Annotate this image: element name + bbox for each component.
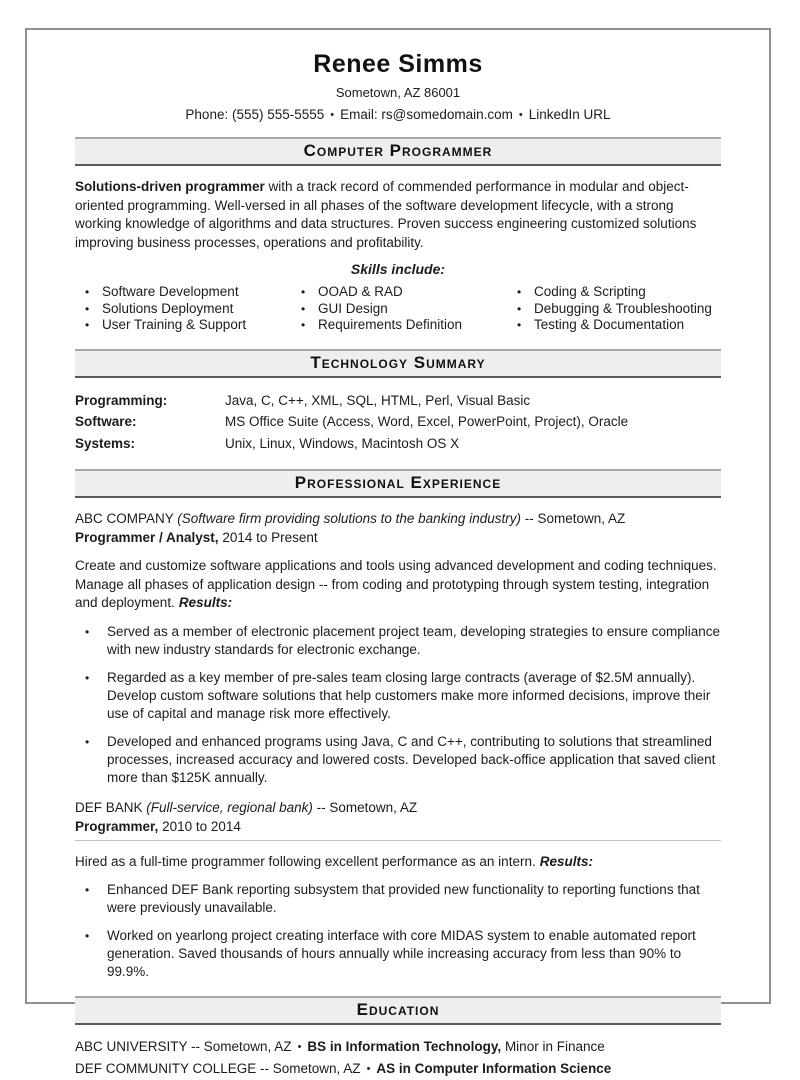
job-entry-abc-company <box>75 511 721 787</box>
skills-column-1 <box>85 284 301 334</box>
education-entry <box>75 1058 721 1080</box>
bullet-icon: • <box>85 734 90 749</box>
school-name: ABC UNIVERSITY -- Sometown, AZ <box>75 1039 292 1054</box>
company-name: ABC COMPANY <box>75 511 174 526</box>
job-bullet <box>85 733 721 787</box>
tech-value: Java, C, C++, XML, SQL, HTML, Perl, Visual Basic <box>225 392 531 408</box>
section-header-technology-summary: Technology Summary <box>75 349 721 378</box>
company-descriptor: (Software firm providing solutions to the banking industry) <box>177 511 521 526</box>
tech-label: Systems: <box>75 435 136 451</box>
job-bullet-text: Worked on yearlong project creating interface with core MIDAS system to enable automated report generation. Saved thousands of hours annually while increasing accuracy from less than 90% to 99.9%. <box>107 928 696 979</box>
bullet-icon: • <box>85 670 90 685</box>
summary-lead: Solutions-driven programmer <box>75 179 265 194</box>
tech-label: Software: <box>75 414 137 429</box>
skill-item <box>85 317 301 334</box>
skill-label: Requirements Definition <box>318 317 463 332</box>
bullet-separator-icon: • <box>330 109 335 121</box>
skill-item <box>85 284 301 301</box>
job-bullet <box>85 623 721 659</box>
skill-label: Testing & Documentation <box>534 317 685 332</box>
skill-item <box>301 301 517 318</box>
job-summary-text: Create and customize software applications and tools using advanced development and coding techniques. Manage all phases of application design -- from coding and prototyping through system testing, integration and deployment. <box>75 558 717 610</box>
job-bullet <box>85 881 721 917</box>
bullet-icon: • <box>85 883 90 897</box>
summary-body: with a track record of commended performance in modular and object-oriented programming. Well-versed in all phases of the software development lifecycle, with a strong working knowledge of algorithms and data structures. Proven success engineering customized solutions improving business processes, operations and profitability. <box>75 179 697 250</box>
bullet-icon: • <box>517 318 522 332</box>
bullet-icon: • <box>85 301 90 316</box>
skill-item <box>301 284 517 301</box>
job-entry-def-bank <box>75 800 721 982</box>
education-entry <box>75 1036 721 1058</box>
bullet-icon: • <box>85 318 90 332</box>
bullet-icon: • <box>301 301 306 316</box>
skill-label: Coding & Scripting <box>534 284 646 299</box>
education-list <box>75 1036 721 1080</box>
contact-line <box>75 107 721 122</box>
resume-page-frame <box>25 28 771 1076</box>
candidate-location: Sometown, AZ 86001 <box>335 85 461 100</box>
tech-row <box>75 390 721 412</box>
bullet-separator-icon: • <box>297 1041 302 1053</box>
tech-value: MS Office Suite (Access, Word, Excel, PowerPoint, Project), Oracle <box>225 414 629 429</box>
skill-item <box>85 301 301 318</box>
linkedin-text: LinkedIn URL <box>528 107 611 122</box>
company-location: -- Sometown, AZ <box>524 511 626 526</box>
job-title-line <box>75 819 721 841</box>
skill-label: Debugging & Troubleshooting <box>534 300 712 316</box>
skill-label: Software Development <box>102 284 239 299</box>
section-banner-role: Computer Programmer <box>75 137 721 166</box>
bullet-icon: • <box>85 285 90 299</box>
summary-paragraph <box>75 178 721 252</box>
bullet-icon: • <box>301 318 306 332</box>
job-bullet <box>85 927 721 981</box>
results-label: Results: <box>178 595 233 610</box>
job-bullet-text: Served as a member of electronic placement project team, developing strategies to ensure compliance with new industry standards for electronic exchange. <box>107 623 721 657</box>
job-bullet <box>85 669 721 723</box>
skill-item <box>301 317 517 334</box>
phone-text: Phone: (555) 555-5555 <box>185 107 325 122</box>
job-dates: 2014 to Present <box>222 530 318 545</box>
job-title: Programmer, <box>75 818 159 834</box>
candidate-name: Renee Simms <box>313 50 483 78</box>
job-dates: 2010 to 2014 <box>162 818 241 834</box>
email-text: Email: rs@somedomain.com <box>340 107 513 122</box>
skills-column-3 <box>517 284 712 334</box>
skill-item <box>517 301 712 318</box>
job-bullet-list <box>75 881 721 981</box>
section-header-professional-experience: Professional Experience <box>75 469 721 498</box>
company-name: DEF BANK <box>75 799 143 815</box>
bullet-icon: • <box>301 285 306 299</box>
job-bullet-list <box>75 623 721 787</box>
company-location: -- Sometown, AZ <box>316 799 418 815</box>
skill-item <box>517 284 712 301</box>
job-bullet-text: Developed and enhanced programs using Java, C and C++, contributing to solutions that streamlined processes, increased accuracy and lowered costs. Developed back-office application that saved client more than $125K annually. <box>107 733 716 785</box>
bullet-icon: • <box>517 285 522 299</box>
technology-summary-table <box>75 390 721 455</box>
school-name: DEF COMMUNITY COLLEGE -- Sometown, AZ <box>75 1061 361 1076</box>
skill-label: OOAD & RAD <box>318 284 403 299</box>
tech-row <box>75 433 721 455</box>
results-label: Results: <box>539 853 593 869</box>
tech-row <box>75 411 721 433</box>
degree-extra: Minor in Finance <box>504 1039 605 1054</box>
section-header-education: Education <box>75 996 721 1025</box>
degree-name: AS in Computer Information Science <box>376 1061 612 1076</box>
bullet-separator-icon: • <box>366 1063 371 1075</box>
job-summary <box>75 557 721 613</box>
job-summary <box>75 853 721 872</box>
company-line <box>75 511 721 526</box>
skill-item <box>517 317 712 334</box>
skill-label: GUI Design <box>318 300 388 316</box>
job-title-line <box>75 530 721 545</box>
skills-heading: Skills include: <box>350 261 446 277</box>
bullet-icon: • <box>85 929 90 943</box>
job-bullet-text: Enhanced DEF Bank reporting subsystem that provided new functionality to reporting functions that were previously unavailable. <box>107 882 700 915</box>
tech-label: Programming: <box>75 392 168 408</box>
company-descriptor: (Full-service, regional bank) <box>146 799 313 815</box>
job-title: Programmer / Analyst, <box>75 530 219 545</box>
company-line <box>75 800 721 815</box>
bullet-icon: • <box>85 624 90 639</box>
job-summary-text: Hired as a full-time programmer following excellent performance as an intern. <box>75 853 536 869</box>
degree-name: BS in Information Technology, <box>307 1039 502 1054</box>
skills-column-2 <box>301 284 517 334</box>
skills-columns <box>75 284 721 334</box>
skill-label: User Training & Support <box>102 317 247 332</box>
bullet-separator-icon: • <box>518 109 523 121</box>
bullet-icon: • <box>517 301 522 316</box>
skill-label: Solutions Deployment <box>102 300 234 316</box>
tech-value: Unix, Linux, Windows, Macintosh OS X <box>225 435 460 451</box>
job-bullet-text: Regarded as a key member of pre-sales team closing large contracts (average of $2.5M annually). Develop custom software solutions that help customers make more informed decisions, improve their use of capital and manage risk more effectively. <box>107 669 711 721</box>
